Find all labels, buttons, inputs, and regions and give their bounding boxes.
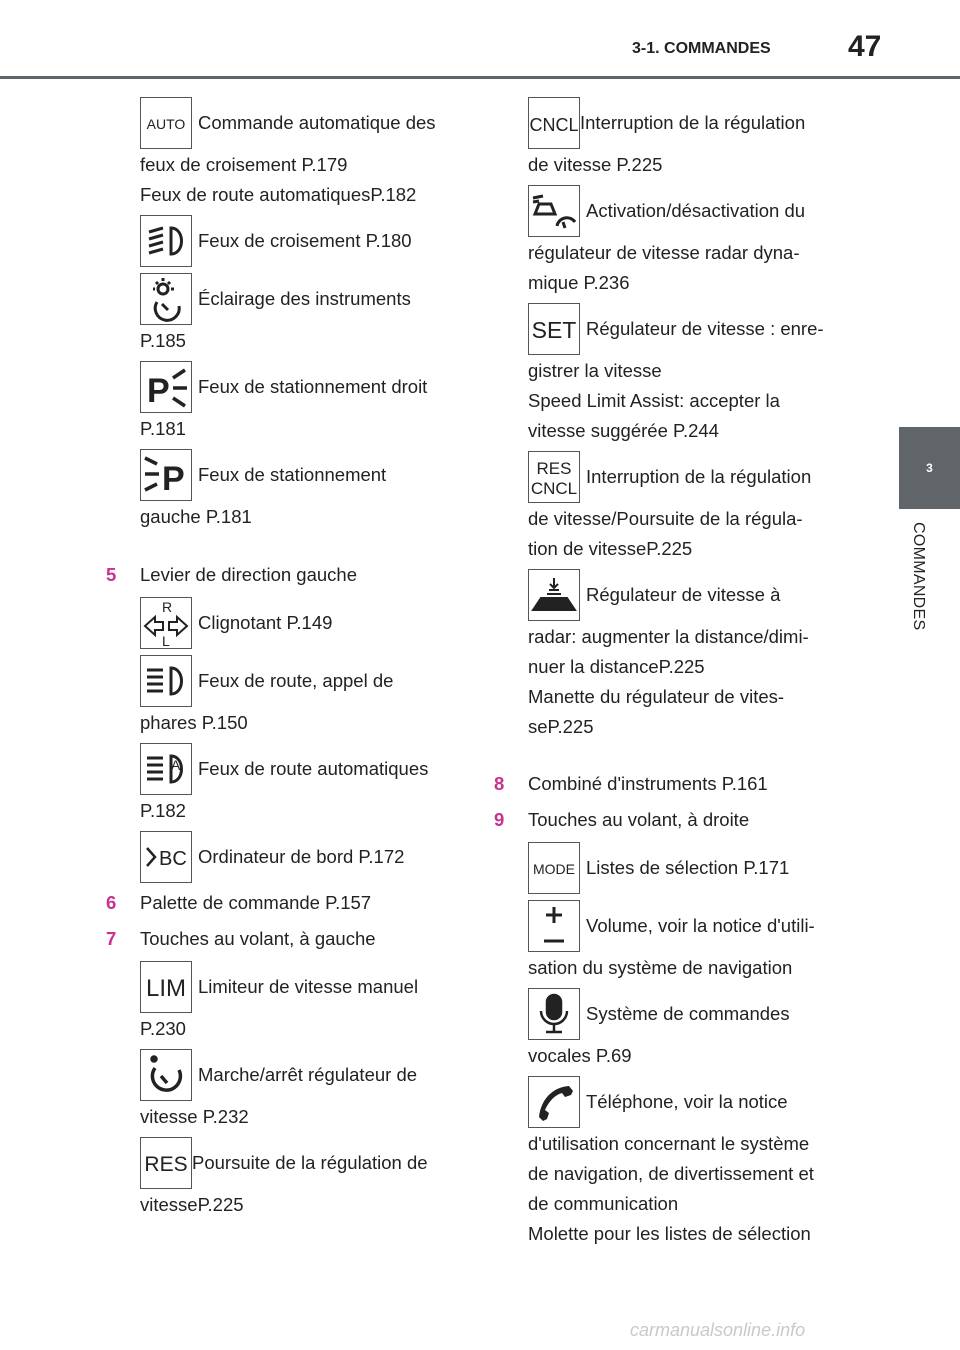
entry-text: vitesseP.225 <box>140 1194 244 1215</box>
entry-text: d'utilisation concernant le système <box>528 1133 810 1154</box>
chapter-label: COMMANDES <box>910 522 927 631</box>
list-item <box>106 888 446 918</box>
entry-high-beam <box>140 654 446 738</box>
auto-high-beam-icon <box>140 743 192 795</box>
high-beam-icon <box>140 655 192 707</box>
entry-mode <box>528 841 834 895</box>
entry-text: seP.225 <box>528 716 594 737</box>
list-item <box>106 924 446 954</box>
entry-trip-computer <box>140 830 446 884</box>
mode-icon-text: MODE <box>533 861 575 877</box>
item-number: 8 <box>494 773 505 794</box>
trip-computer-icon <box>140 831 192 883</box>
entry-text: P.230 <box>140 1018 186 1039</box>
lim-icon <box>140 961 192 1013</box>
entry-text: Régulateur de vitesse : enre- <box>586 318 824 339</box>
entry-auto-high-beam <box>140 742 446 826</box>
entry-phone <box>528 1075 834 1249</box>
item-number: 5 <box>106 564 117 585</box>
a-icon-text: A <box>171 757 181 773</box>
auto-icon-text: AUTO <box>146 116 186 132</box>
res-icon <box>140 1137 192 1189</box>
res-cncl-icon <box>528 451 580 503</box>
list-item <box>494 769 834 799</box>
turn-signal-icon <box>140 597 192 649</box>
entry-text: Commande automatique des <box>198 112 436 133</box>
section-title: 3-1. COMMANDES <box>632 40 771 57</box>
radar-cruise-icon <box>528 185 580 237</box>
entry-voice <box>528 987 834 1071</box>
entry-low-beam <box>140 214 446 268</box>
set-icon-text: SET <box>531 317 577 343</box>
entry-text: de navigation, de divertissement et <box>528 1163 814 1184</box>
mode-icon <box>528 842 580 894</box>
chapter-tab[interactable] <box>899 427 960 509</box>
item-number: 6 <box>106 892 117 913</box>
list-item <box>106 560 446 590</box>
left-column-lower <box>106 560 446 1224</box>
entry-turn-signal <box>140 596 446 650</box>
entry-volume <box>528 899 834 983</box>
item-number: 7 <box>106 928 117 949</box>
entry-text: tion de vitesseP.225 <box>528 538 693 559</box>
list-item <box>494 805 834 835</box>
entry-cancel <box>528 96 834 180</box>
volume-plus-minus-icon <box>528 900 580 952</box>
entry-text: Listes de sélection P.171 <box>586 857 790 878</box>
parking-light-right-icon <box>140 361 192 413</box>
p-icon-text: P <box>162 460 185 498</box>
entry-text: vitesse P.232 <box>140 1106 249 1127</box>
entry-text: P.182 <box>140 800 186 821</box>
entry-text: phares P.150 <box>140 712 248 733</box>
entry-text: Feux de croisement P.180 <box>198 230 412 251</box>
parking-light-left-icon <box>140 449 192 501</box>
res-icon-text: RES <box>144 1153 188 1176</box>
entry-text: Activation/désactivation du <box>586 200 806 221</box>
entry-text: de vitesse P.225 <box>528 154 663 175</box>
entry-resume <box>140 1136 446 1220</box>
entry-text: Marche/arrêt régulateur de <box>198 1064 418 1085</box>
entry-text: Ordinateur de bord P.172 <box>198 846 405 867</box>
entry-text: radar: augmenter la distance/dimi- <box>528 626 809 647</box>
entry-parking-right <box>140 360 446 444</box>
entry-distance <box>528 568 834 742</box>
entry-text: nuer la distanceP.225 <box>528 656 705 677</box>
entry-instrument-lighting <box>140 272 446 356</box>
entry-text: gistrer la vitesse <box>528 360 662 381</box>
entry-text: Feux de route, appel de <box>198 670 394 691</box>
entry-text: Molette pour les listes de sélection <box>528 1223 811 1244</box>
r-icon-text: R <box>162 599 173 615</box>
entry-text: Clignotant P.149 <box>198 612 333 633</box>
entry-text: Limiteur de vitesse manuel <box>198 976 419 997</box>
entry-text: vitesse suggérée P.244 <box>528 420 719 441</box>
cruise-control-icon <box>140 1049 192 1101</box>
entry-text: Feux de route automatiques <box>198 758 429 779</box>
entry-speed-limiter <box>140 960 446 1044</box>
entry-text: Volume, voir la notice d'utili- <box>586 915 815 936</box>
res-cncl-icon-text-top: RES <box>536 459 572 478</box>
chapter-number: 3 <box>926 461 933 475</box>
low-beam-icon <box>140 215 192 267</box>
right-column <box>494 96 834 746</box>
entry-text: P.185 <box>140 330 186 351</box>
page-number: 47 <box>848 30 882 63</box>
entry-text: régulateur de vitesse radar dyna- <box>528 242 800 263</box>
entry-text: feux de croisement P.179 <box>140 154 348 175</box>
entry-text: sation du système de navigation <box>528 957 793 978</box>
entry-text: Éclairage des instruments <box>198 288 411 309</box>
item-number: 9 <box>494 809 505 830</box>
entry-text: Feux de stationnement <box>198 464 387 485</box>
item-text: Palette de commande P.157 <box>140 892 372 913</box>
entry-text: P.181 <box>140 418 186 439</box>
entry-text: Système de commandes <box>586 1003 790 1024</box>
watermark: carmanualsonline.info <box>630 1320 806 1340</box>
entry-res-cncl <box>528 450 834 564</box>
entry-text: Feux de route automatiquesP.182 <box>140 184 417 205</box>
entry-text: Feux de stationnement droit <box>198 376 428 397</box>
res-cncl-icon-text-bottom: CNCL <box>530 479 578 498</box>
lim-icon-text: LIM <box>145 975 187 1002</box>
entry-text: vocales P.69 <box>528 1045 632 1066</box>
l-icon-text: L <box>162 633 170 648</box>
bc-icon-text: BC <box>159 848 187 870</box>
entry-parking-left <box>140 448 446 532</box>
cncl-icon <box>528 97 580 149</box>
entry-text: Speed Limit Assist: accepter la <box>528 390 780 411</box>
entry-text: de communication <box>528 1193 679 1214</box>
entry-text: Régulateur de vitesse à <box>586 584 781 605</box>
header-divider <box>0 76 960 79</box>
entry-text: gauche P.181 <box>140 506 252 527</box>
item-text: Combiné d'instruments P.161 <box>528 773 768 794</box>
cncl-icon-text: CNCL <box>529 115 579 135</box>
entry-auto-headlights <box>140 96 446 210</box>
dashboard-light-icon <box>140 273 192 325</box>
entry-radar-cruise <box>528 184 834 298</box>
entry-cruise-on-off <box>140 1048 446 1132</box>
phone-icon <box>528 1076 580 1128</box>
set-icon <box>528 303 580 355</box>
left-column <box>106 96 446 536</box>
p-icon-text: P <box>147 372 170 410</box>
entry-text: Téléphone, voir la notice <box>586 1091 788 1112</box>
distance-icon <box>528 569 580 621</box>
item-text: Touches au volant, à gauche <box>140 928 376 949</box>
right-column-lower <box>494 769 834 1253</box>
entry-text: Interruption de la régulation <box>580 112 806 133</box>
entry-text: de vitesse/Poursuite de la régula- <box>528 508 803 529</box>
entry-text: Interruption de la régulation <box>586 466 812 487</box>
entry-text: Poursuite de la régulation de <box>192 1152 428 1173</box>
entry-text: Manette du régulateur de vites- <box>528 686 785 707</box>
item-text: Levier de direction gauche <box>140 564 358 585</box>
entry-text: mique P.236 <box>528 272 630 293</box>
microphone-icon <box>528 988 580 1040</box>
item-text: Touches au volant, à droite <box>528 809 750 830</box>
entry-set <box>528 302 834 446</box>
auto-light-icon <box>140 97 192 149</box>
